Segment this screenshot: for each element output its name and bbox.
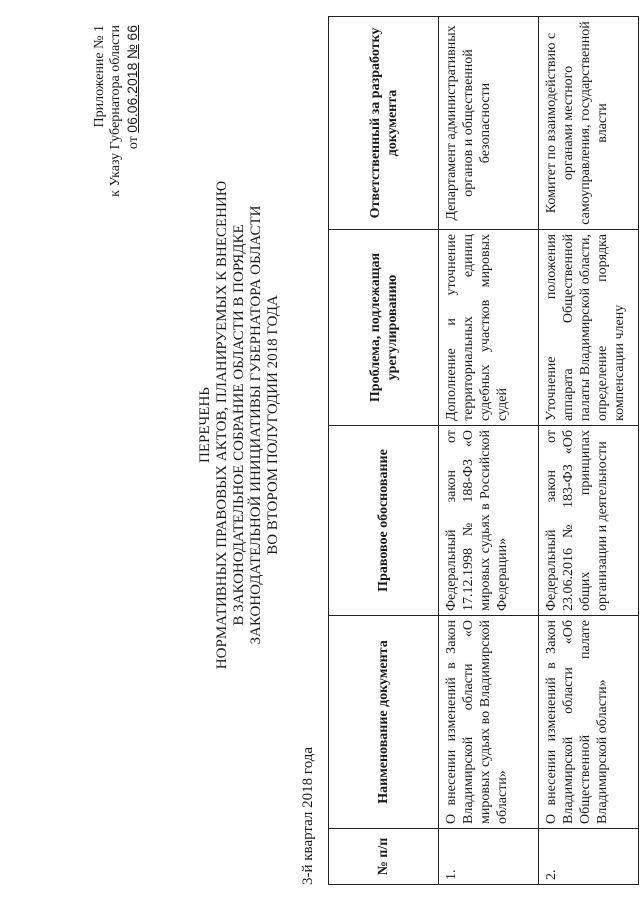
row-responsible: Департамент административных органов и общественной безопасности bbox=[439, 17, 539, 230]
document-title bbox=[197, 115, 282, 735]
header-name: Наименование документа bbox=[329, 616, 439, 829]
row-problem: Уточнение положения аппарата Общественной палаты Владимирской области, определение порядка компенсации члену bbox=[539, 230, 639, 426]
title-line-4: ЗАКОНОДАТЕЛЬНОЙ ИНИЦИАТИВЫ ГУБЕРНАТОРА ОБЛАСТИ bbox=[248, 205, 264, 645]
appendix-decree: к Указу Губернатора области bbox=[108, 25, 123, 197]
row-num: 2. bbox=[539, 829, 639, 885]
header-problem: Проблема, подлежащая урегулированию bbox=[329, 230, 439, 426]
title-line-3: В ЗАКОНОДАТЕЛЬНОЕ СОБРАНИЕ ОБЛАСТИ В ПОРЯДКЕ bbox=[231, 224, 247, 626]
header-basis: Правовое обоснование bbox=[329, 426, 439, 616]
table-row bbox=[439, 17, 539, 885]
table-header-row bbox=[329, 17, 439, 885]
appendix-number-sign: № bbox=[124, 44, 140, 60]
header-responsible: Ответственный за разработку документа bbox=[329, 17, 439, 230]
appendix-date-line bbox=[124, 25, 142, 215]
appendix-label: Приложение № 1 bbox=[92, 25, 107, 128]
title-line-5: ВО ВТОРОМ ПОЛУГОДИИ 2018 ГОДА bbox=[265, 295, 281, 555]
row-name: О внесении изменений в Закон Владимирской области «О мировых судьях во Владимирской области» bbox=[439, 616, 539, 829]
row-basis: Федеральный закон от 23.06.2016 № 183-ФЗ «Об общих принципах организации и деятельности bbox=[539, 426, 639, 616]
row-basis: Федеральный закон от 17.12.1998 № 188-ФЗ «О мировых судьях в Российской Федерации» bbox=[439, 426, 539, 616]
appendix-number: 66 bbox=[124, 25, 140, 41]
header-num: № п/п bbox=[329, 829, 439, 885]
row-problem: Дополнение и уточнение территориальных единиц судебных участков мировых судей bbox=[439, 230, 539, 426]
title-line-2: НОРМАТИВНЫХ ПРАВОВЫХ АКТОВ, ПЛАНИРУЕМЫХ К ВНЕСЕНИЮ bbox=[214, 180, 230, 670]
appendix-date: 06.06.2018 bbox=[124, 62, 140, 133]
table-row bbox=[539, 17, 639, 885]
quarter-label: 3-й квартал 2018 года bbox=[300, 746, 316, 885]
appendix-date-prefix: от bbox=[126, 136, 141, 150]
appendix-header bbox=[92, 25, 142, 215]
row-num: 1. bbox=[439, 829, 539, 885]
row-responsible: Комитет по взаимодействию с органами местного самоуправления, государственной власти bbox=[539, 17, 639, 230]
title-line-1: ПЕРЕЧЕНЬ bbox=[197, 387, 213, 463]
row-name: О внесении изменений в Закон Владимирской области «Об Общественной палате Владимирской области» bbox=[539, 616, 639, 829]
acts-table bbox=[328, 16, 639, 885]
